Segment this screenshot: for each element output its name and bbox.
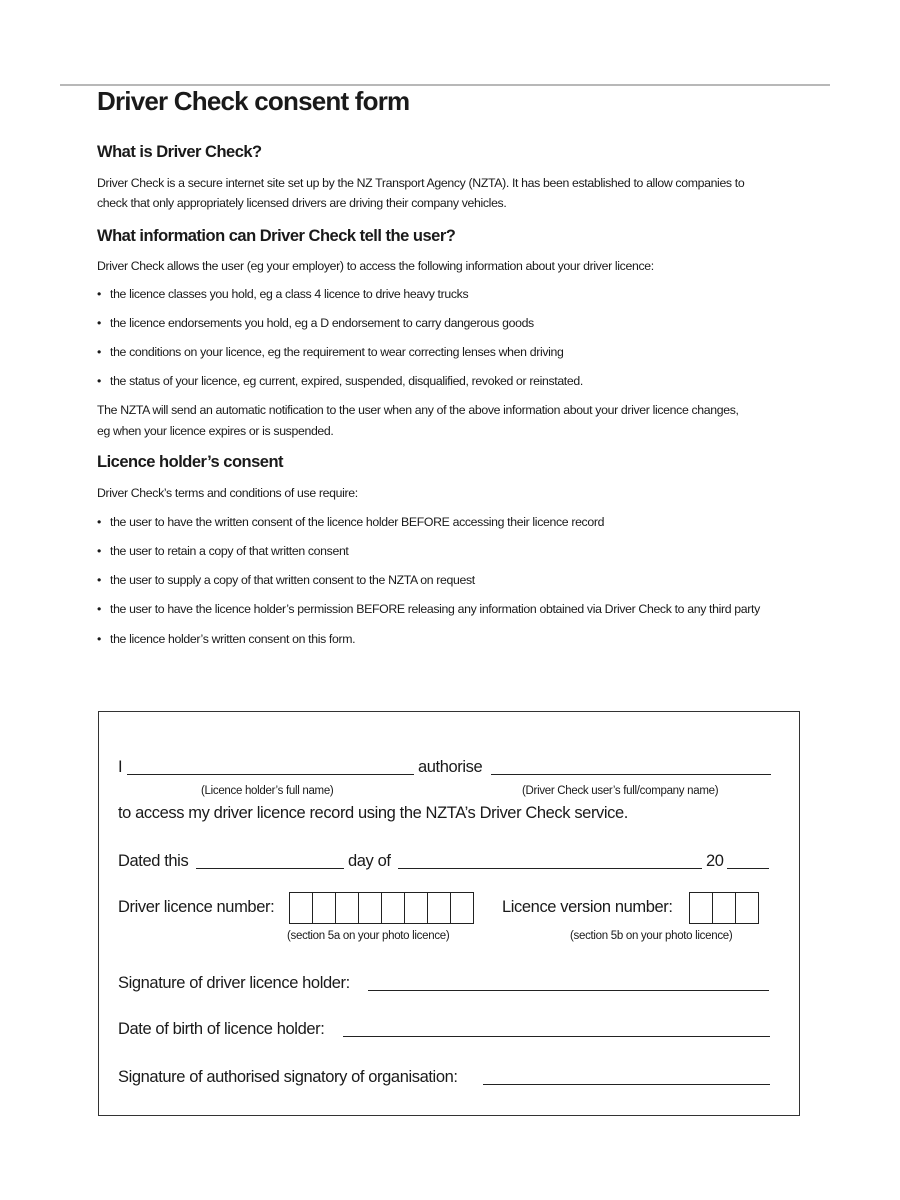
- dated-this-label: Dated this: [118, 852, 189, 870]
- list-item: • the licence classes you hold, eg a class 4 licence to drive heavy trucks: [97, 287, 469, 301]
- section-heading: What information can Driver Check tell the user?: [97, 227, 456, 245]
- paragraph: The NZTA will send an automatic notification to the user when any of the above information about your driver licence changes,: [97, 403, 739, 417]
- paragraph: check that only appropriately licensed drivers are driving their company vehicles.: [97, 196, 507, 210]
- year-field[interactable]: [727, 868, 769, 869]
- authorise-label: authorise: [418, 758, 483, 776]
- day-field[interactable]: [196, 868, 344, 869]
- org-signature-label: Signature of authorised signatory of organisation:: [118, 1068, 458, 1086]
- page-title: Driver Check consent form: [97, 86, 410, 116]
- list-item: • the licence holder’s written consent on this form.: [97, 632, 356, 646]
- year-prefix: 20: [706, 852, 724, 870]
- user-name-hint: (Driver Check user’s full/company name): [522, 785, 719, 797]
- paragraph: eg when your licence expires or is suspended.: [97, 424, 334, 438]
- version-number-boxes[interactable]: [689, 892, 759, 924]
- list-item: • the user to have the written consent of the licence holder BEFORE accessing their licence record: [97, 515, 605, 529]
- section-heading: Licence holder’s consent: [97, 453, 284, 471]
- licence-number-hint: (section 5a on your photo licence): [287, 930, 450, 942]
- list-item: • the user to supply a copy of that written consent to the NZTA on request: [97, 573, 475, 587]
- access-text: to access my driver licence record using the NZTA’s Driver Check service.: [118, 804, 628, 822]
- paragraph: Driver Check’s terms and conditions of use require:: [97, 486, 358, 500]
- list-item: • the conditions on your licence, eg the requirement to wear correcting lenses when driving: [97, 345, 564, 359]
- paragraph: Driver Check is a secure internet site set up by the NZ Transport Agency (NZTA). It has been established to allow companies to: [97, 176, 745, 190]
- dob-label: Date of birth of licence holder:: [118, 1020, 325, 1038]
- section-heading: What is Driver Check?: [97, 143, 262, 161]
- list-item: • the licence endorsements you hold, eg a D endorsement to carry dangerous goods: [97, 316, 534, 330]
- signature-label: Signature of driver licence holder:: [118, 974, 350, 992]
- licence-number-label: Driver licence number:: [118, 898, 275, 916]
- holder-name-field[interactable]: [127, 774, 414, 775]
- day-of-label: day of: [348, 852, 391, 870]
- list-item: • the status of your licence, eg current, expired, suspended, disqualified, revoked or reinstated.: [97, 374, 583, 388]
- user-name-field[interactable]: [491, 774, 771, 775]
- org-signature-field[interactable]: [483, 1084, 770, 1085]
- version-number-label: Licence version number:: [502, 898, 673, 916]
- dob-field[interactable]: [343, 1036, 770, 1037]
- licence-number-boxes[interactable]: [289, 892, 474, 924]
- list-item: • the user to retain a copy of that written consent: [97, 544, 349, 558]
- version-number-hint: (section 5b on your photo licence): [570, 930, 733, 942]
- paragraph: Driver Check allows the user (eg your employer) to access the following information about your driver licence:: [97, 259, 654, 273]
- month-field[interactable]: [398, 868, 702, 869]
- signature-field[interactable]: [368, 990, 769, 991]
- holder-name-hint: (Licence holder’s full name): [201, 785, 334, 797]
- i-label: I: [118, 758, 123, 776]
- list-item: • the user to have the licence holder’s permission BEFORE releasing any information obtained via Driver Check to any third party: [97, 602, 760, 616]
